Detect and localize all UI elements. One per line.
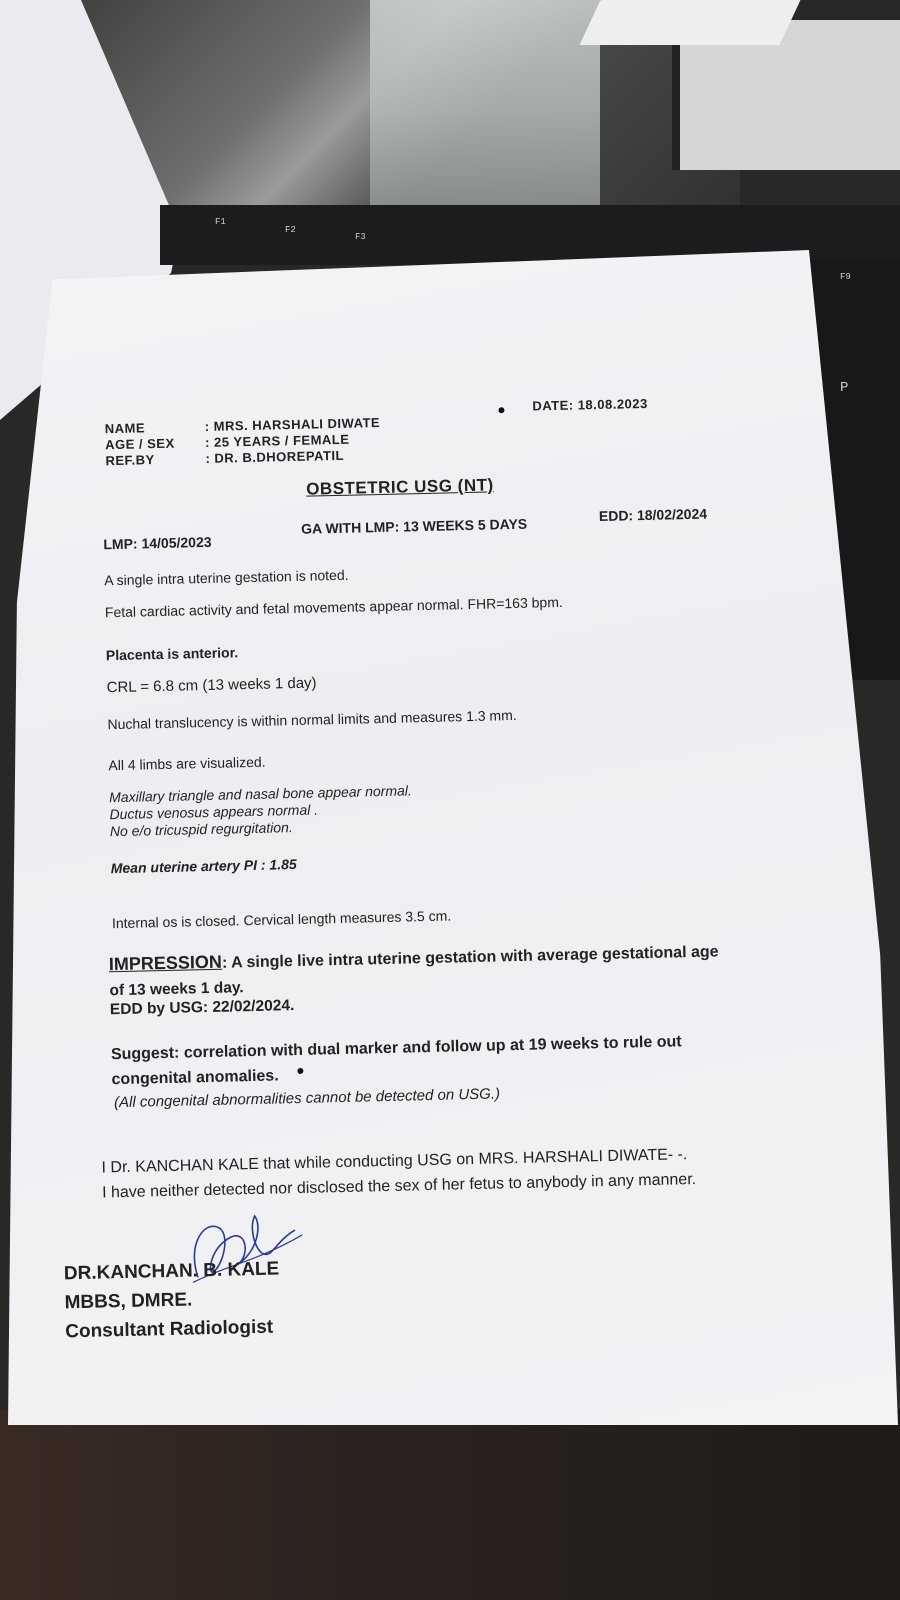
finding-placenta: Placenta is anterior. — [105, 644, 239, 664]
background-paper-top — [580, 0, 801, 45]
name-value: : MRS. HARSHALI DIWATE — [204, 414, 381, 434]
impression-line-3: EDD by USG: 22/02/2024. — [109, 997, 295, 1019]
declaration-line-1: I Dr. KANCHAN KALE that while conducting USG on MRS. HARSHALI DIWATE- -. — [101, 1146, 688, 1177]
finding-tricuspid: No e/o tricuspid regurgitation. — [109, 819, 293, 840]
background-floor — [0, 1410, 900, 1600]
edd-value: EDD: 18/02/2024 — [598, 505, 708, 525]
lmp-value: LMP: 14/05/2023 — [103, 533, 212, 553]
suggest-line-3: (All congenital abnormalities cannot be detected on USG.) — [113, 1085, 501, 1112]
paper-dot-mark — [498, 407, 504, 413]
suggest-line-1: Suggest: correlation with dual marker and follow up at 19 weeks to rule out — [110, 1033, 682, 1064]
name-label: NAME — [104, 420, 146, 437]
finding-cervix: Internal os is closed. Cervical length measures 3.5 cm. — [111, 907, 452, 932]
report-title: OBSTETRIC USG (NT) — [305, 475, 494, 499]
key-f3: F3 — [355, 232, 366, 242]
finding-maxillary: Maxillary triangle and nasal bone appear normal. — [108, 782, 412, 806]
usg-report — [63, 378, 852, 1375]
impression-line-1 — [109, 940, 719, 975]
key-p: P — [840, 380, 849, 396]
doctor-title: Consultant Radiologist — [65, 1316, 274, 1343]
impression-text: : A single live intra uterine gestation with average gestational age — [221, 943, 719, 972]
key-f1: F1 — [215, 217, 226, 227]
ga-value: GA WITH LMP: 13 WEEKS 5 DAYS — [300, 515, 528, 537]
doctor-name: DR.KANCHAN. B. KALE — [63, 1258, 280, 1285]
age-label: AGE / SEX — [104, 435, 175, 453]
ref-label: REF.BY — [105, 452, 155, 469]
finding-crl: CRL = 6.8 cm (13 weeks 1 day) — [106, 674, 317, 697]
ref-value: : DR. B.DHOREPATIL — [205, 447, 345, 466]
impression-line-2: of 13 weeks 1 day. — [109, 979, 244, 1000]
finding-limbs: All 4 limbs are visualized. — [108, 753, 266, 774]
key-f9: F9 — [840, 272, 851, 282]
finding-cardiac: Fetal cardiac activity and fetal movements appear normal. FHR=163 bpm. — [104, 593, 563, 621]
finding-nt: Nuchal translucency is within normal limits and measures 1.3 mm. — [107, 706, 517, 733]
report-date: DATE: 18.08.2023 — [532, 395, 648, 414]
finding-gestation: A single intra uterine gestation is noted. — [104, 566, 349, 589]
key-f2: F2 — [285, 225, 296, 235]
declaration-line-2: I have neither detected nor disclosed the sex of her fetus to anybody in any manner. — [101, 1170, 697, 1202]
finding-uterine-pi: Mean uterine artery PI : 1.85 — [110, 855, 297, 877]
paper-dot-mark-2 — [297, 1068, 303, 1074]
doctor-degree: MBBS, DMRE. — [64, 1289, 193, 1314]
finding-ductus: Ductus venosus appears normal . — [109, 801, 319, 823]
impression-label: IMPRESSION — [108, 951, 223, 975]
age-value: : 25 YEARS / FEMALE — [204, 431, 350, 450]
background-window-light — [370, 0, 600, 220]
suggest-line-2: congenital anomalies. — [111, 1067, 279, 1089]
